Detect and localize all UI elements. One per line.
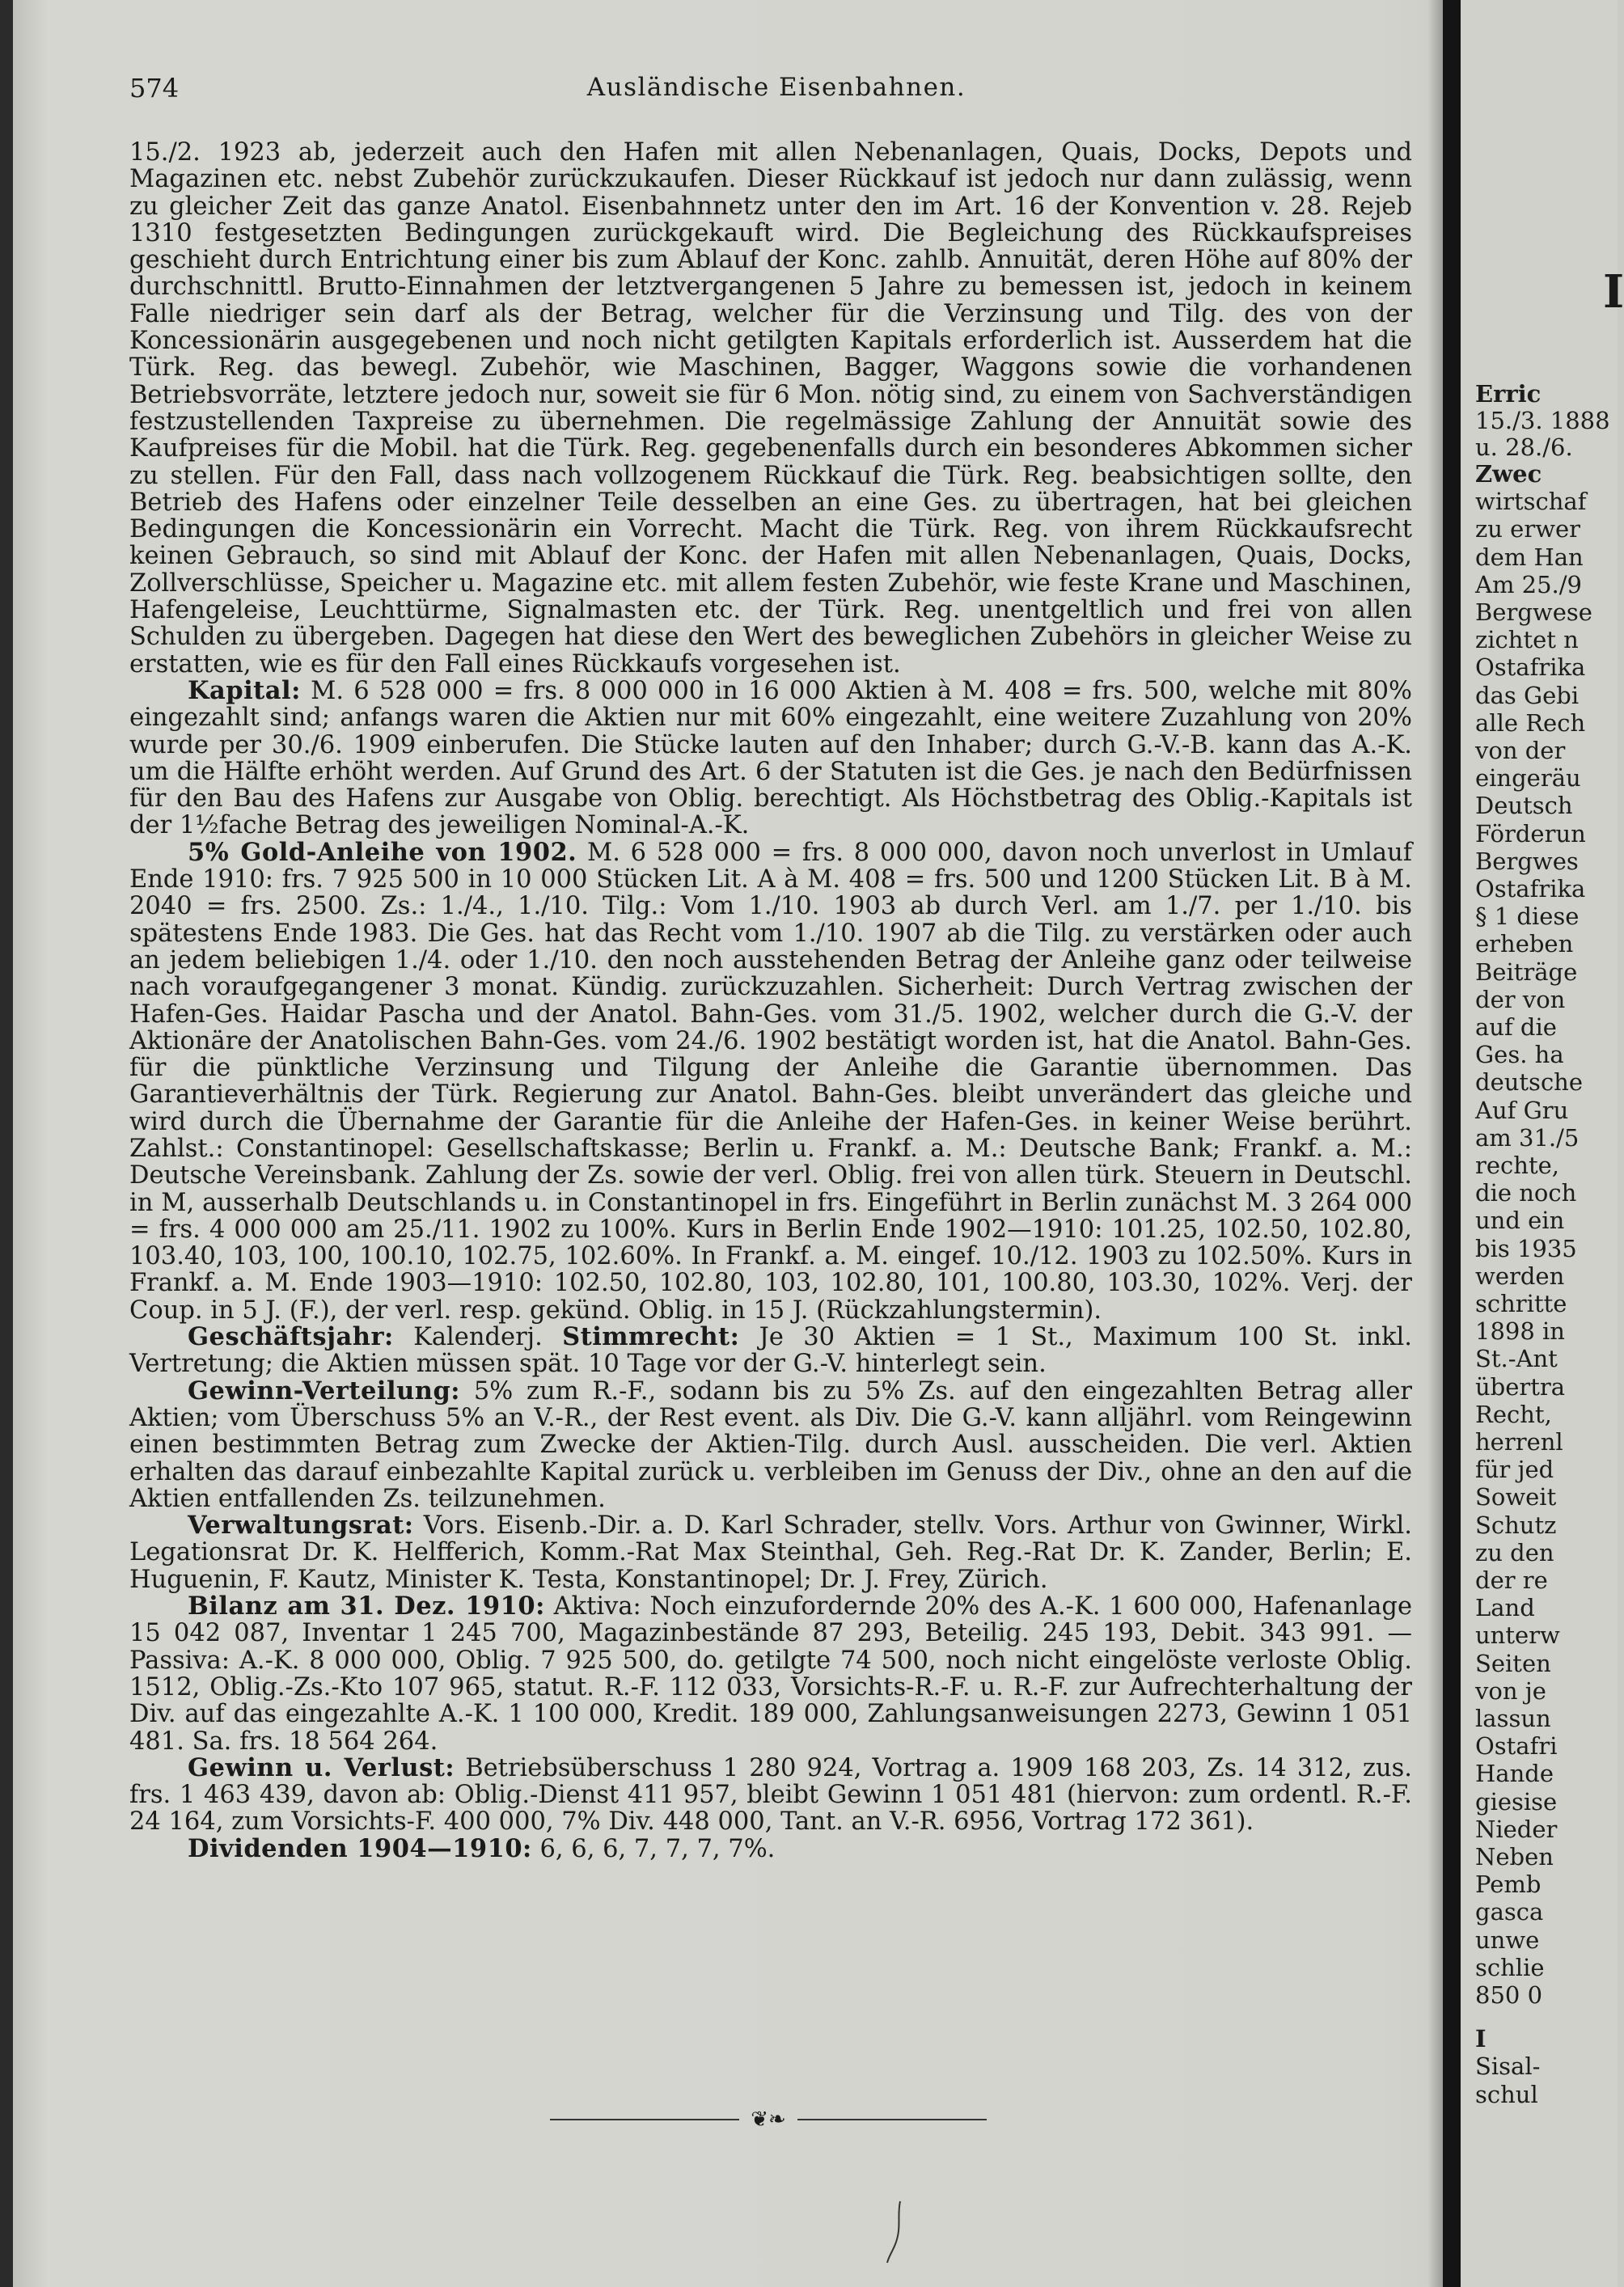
facing-page-line: gasca [1475,1898,1544,1926]
facing-page-line: dem Han [1475,543,1584,571]
facing-page-line: eingeräu [1475,764,1581,793]
facing-page-line: erheben [1475,930,1574,958]
facing-page-line: schlie [1475,1953,1545,1981]
facing-page-line: St.-Ant [1475,1345,1558,1373]
facing-page-line: der von [1475,985,1566,1013]
paragraph-gewinn-verteilung: Gewinn-Verteilung: 5% zum R.-F., sodann bis zu 5% Zs. auf den eingezahlten Betrag aller Aktien; vom Überschuss 5% an V.-R., der Rest event. als Div. Die G.-V. kann alljährl. vom Reingewinn einen bestimmten Betrag zum Zwecke der Aktien-Tilg. durch Ausl. ausscheiden. Die verl. Aktien erhalten das darauf einbezahlte Kapital zurück u. verbleiben im Genuss der Div., ohne an den auf die Aktien entfallenden Zs. teilzunehmen. [129,1376,1412,1513]
facing-page-line: Ges. ha [1475,1041,1564,1069]
facing-page-line: Ostafri [1475,1732,1558,1761]
pencil-mark [886,2200,910,2264]
facing-page-line: Land [1475,1594,1535,1622]
book-edge [0,0,13,2287]
facing-page-line: 15./3. 1888 [1475,407,1610,434]
facing-page-line: schul [1475,2080,1538,2108]
facing-page-line: Schutz [1475,1511,1557,1539]
paragraph-gewinn-verlust: Gewinn u. Verlust: Betriebsüberschuss 1 280 924, Vortrag a. 1909 168 203, Zs. 14 312, zus. frs. 1 463 439, davon ab: Oblig.-Dienst 411 957, bleibt Gewinn 1 051 481 (hiervon: zum ordentl. R.-F. 24 164, zum Vorsichts-F. 400 000, 7% Div. 448 000, Tant. an V.-R. 6956, Vortrag 172 361). [129,1752,1412,1837]
facing-page-line: das Gebi [1475,681,1580,709]
facing-page-line: zu erwer [1475,515,1581,543]
paragraph-gold-anleihe: 5% Gold-Anleihe von 1902. M. 6 528 000 = frs. 8 000 000, davon noch unverlost in Umlauf Ende 1910: frs. 7 925 500 in 10 000 Stücken Lit. A à M. 408 = frs. 500 und 1200 Stücken Lit. B à M. 2040 = frs. 2500. Zs.: 1./4., 1./10. Tilg.: Vom 1./10. 1903 ab durch Verl. am 1./7. per 1./10. bis spätestens Ende 1983. Die Ges. hat das Recht vom 1./10. 1907 ab die Tilg. zu verstärken oder auch an jedem beliebigen 1./4. oder 1./10. den noch ausstehenden Betrag der Anleihe ganz oder teilweise nach voraufgegangener 3 monat. Kündig. zurückzuzahlen. Sicherheit: Durch Vertrag zwischen der Hafen-Ges. Haidar Pascha und der Anatol. Bahn-Ges. vom 31./5. 1902, welcher durch die G.-V. der Aktionäre der Anatolischen Bahn-Ges. vom 24./6. 1902 bestätigt worden ist, hat die Anatol. Bahn-Ges. für die pünktliche Verzinsung und Tilgung der Anleihe die Garantie übernommen. Das Garantieverhältnis der Türk. Regierung zur Anatol. Bahn-Ges. bleibt unverändert das gleiche und wird durch die Übernahme der Garantie für die Anleihe der Hafen-Ges. in keiner Weise berührt. Zahlst.: Constantinopel: Gesellschaftskasse; Berlin u. Frankf. a. M.: Deutsche Bank; Frankf. a. M.: Deutsche Vereinsbank. Zahlung der Zs. sowie der verl. Oblig. frei von allen türk. Steuern in Deutschl. in M, ausserhalb Deutschlands u. in Constantinopel in frs. Eingeführt in Berlin zunächst M. 3 264 000 = frs. 4 000 000 am 25./11. 1902 zu 100%. Kurs in Berlin Ende 1902—1910: 101.25, 102.50, 102.80, 103.40, 103, 100, 100.10, 102.75, 102.60%. In Frankf. a. M. eingef. 10./12. 1903 zu 102.50%. Kurs in Frankf. a. M. Ende 1903—1910: 102.50, 102.80, 103, 102.80, 101, 100.80, 103.30, 102%. Verj. der Coup. in 5 J. (F.), der verl. resp. gekünd. Oblig. in 15 J. (Rückzahlungstermin). [129,837,1412,1325]
facing-page-line: Förderun [1475,819,1586,848]
label-gewinn-verlust: Gewinn u. Verlust: [188,1752,455,1782]
facing-page-line: Auf Gru [1475,1096,1569,1124]
facing-page-line: Nieder [1475,1815,1558,1843]
label-geschaeftsjahr: Geschäftsjahr: [188,1322,394,1352]
divider-rule-left [550,2119,739,2120]
paragraph-dividenden: Dividenden 1904—1910: 6, 6, 6, 7, 7, 7, 7%. [188,1833,776,1863]
facing-page-line: herrenl [1475,1428,1563,1456]
running-title: Ausländische Eisenbahnen. [586,73,966,102]
facing-page-line: Erric [1475,380,1542,408]
binding-gutter [1443,0,1461,2287]
facing-page-line: Hande [1475,1760,1554,1788]
facing-page-line: Zwec [1475,460,1542,488]
facing-page-line: giesise [1475,1787,1558,1816]
paragraph-verwaltungsrat: Verwaltungsrat: Vors. Eisenb.-Dir. a. D. Karl Schrader, stellv. Vors. Arthur von Gwinner, Wirkl. Legationsrat Dr. K. Helfferich, Komm.-Rat Max Steinthal, Geh. Reg.-Rat Dr. K. Zander, Berlin; E. Huguenin, F. Kautz, Minister K. Testa, Konstantinopel; Dr. J. Frey, Zürich. [129,1511,1412,1594]
facing-page-line: Ostafrika [1475,875,1586,903]
fleuron-icon: ❦❧ [751,2107,786,2132]
page-header [129,73,1423,113]
facing-page-heading: I [1603,265,1624,319]
facing-page-line: bis 1935 [1475,1234,1577,1262]
facing-page-line: § 1 diese [1475,903,1580,931]
facing-page-line: und ein [1475,1207,1565,1235]
facing-page-line: Ostafrika [1475,653,1586,682]
facing-page-line: Pemb [1475,1871,1542,1899]
facing-page-line: unterw [1475,1621,1560,1650]
paragraph-geschaeftsjahr: Geschäftsjahr: Kalenderj. Stimmrecht: Je 30 Aktien = 1 St., Maximum 100 St. inkl. Vertretung; die Aktien müssen spät. 10 Tage vor der G.-V. hinterlegt sein. [129,1322,1413,1379]
facing-page-line: Neben [1475,1843,1554,1871]
facing-page-line: zu den [1475,1538,1554,1566]
facing-page-line: von je [1475,1676,1546,1705]
label-gewinn-verteilung: Gewinn-Verteilung: [188,1376,461,1406]
facing-page-line: übertra [1475,1372,1566,1401]
facing-page-line: wirtschaf [1475,488,1587,516]
facing-page-line: deutsche [1475,1068,1584,1097]
paragraph-kapital: Kapital: M. 6 528 000 = frs. 8 000 000 in 16 000 Aktien à M. 408 = frs. 500, welche mit 80% eingezahlt sind; anfangs waren die Aktien nur mit 60% eingezahlt, eine weitere Zuzahlung von 20% wurde per 30./6. 1909 einberufen. Die Stücke lauten auf den Inhaber; durch G.-V.-B. kann das A.-K. um die Hälfte erhöht werden. Auf Grund des Art. 6 der Statuten ist die Ges. je nach den Bedürfnissen für den Bau des Hafens zur Ausgabe von Oblig. berechtigt. Als Höchstbetrag des Oblig.-Kapitals ist der 1½fache Betrag des jeweiligen Nominal-A.-K. [129,675,1412,840]
facing-page-line: für jed [1475,1456,1554,1484]
facing-page-line: Bergwese [1475,598,1592,626]
facing-page-line: 850 0 [1475,1981,1543,2009]
facing-page-line: Recht, [1475,1400,1552,1428]
label-bilanz: Bilanz am 31. Dez. 1910: [188,1592,545,1621]
facing-page-line: Am 25./9 [1475,570,1583,598]
label-kapital: Kapital: [188,675,301,705]
facing-page-line: Bergwes [1475,847,1579,875]
paragraph-bilanz: Bilanz am 31. Dez. 1910: Aktiva: Noch einzufordernde 20% des A.-K. 1 600 000, Hafenanlage 15 042 087, Inventar 1 245 700, Magazinbestände 87 293, Beteilig. 245 193, Debit. 343 991. — Passiva: A.-K. 8 000 000, Oblig. 7 925 500, do. getilgte 74 500, noch nicht eingelöste verloste Oblig. 1512, Oblig.-Zs.-Kto 107 965, statut. R.-F. 112 033, Vorsichts-R.-F. u. R.-F. zur Aufrechterhaltung der Div. auf das eingezahlte A.-K. 1 100 000, Kredit. 189 000, Zahlungsanweisungen 2273, Gewinn 1 051 481. Sa. frs. 18 564 264. [129,1592,1412,1756]
facing-page-line: auf die [1475,1013,1557,1041]
facing-page-line: die noch [1475,1179,1577,1207]
divider-rule-right [797,2119,987,2120]
gutter-shadow [1427,0,1443,2287]
facing-page-line: Beiträge [1475,957,1578,986]
facing-page-line: alle Rech [1475,708,1586,737]
facing-page-line: Sisal- [1475,2052,1541,2081]
facing-page-line: I [1475,2025,1487,2053]
label-gold-anleihe: 5% Gold-Anleihe von 1902. [188,837,577,867]
facing-page-line: von der [1475,737,1566,764]
facing-page-line: 1898 in [1475,1317,1565,1346]
facing-page [1461,0,1624,2287]
facing-page-line: schritte [1475,1290,1567,1317]
facing-page-line: Soweit [1475,1483,1557,1511]
facing-page-line: u. 28./6. [1475,433,1573,461]
facing-page-line: zichtet n [1475,626,1579,654]
facing-page-line: unwe [1475,1926,1540,1954]
facing-page-line: rechte, [1475,1152,1559,1179]
body-text [129,139,1412,1862]
section-divider [550,2107,987,2132]
facing-page-line: Seiten [1475,1649,1551,1677]
facing-page-line: lassun [1475,1705,1551,1732]
paragraph-intro: 15./2. 1923 ab, jederzeit auch den Hafen mit allen Nebenanlagen, Quais, Docks, Depots und Magazinen etc. nebst Zubehör zurückzukaufen. Dieser Rückkauf ist jedoch nur dann zulässig, wenn zu gleicher Zeit das ganze Anatol. Eisenbahnnetz unter den im Art. 16 der Konvention v. 28. Rejeb 1310 festgesetzten Bedingungen zurückgekauft wird. Die Begleichung des Rückkaufspreises geschieht durch Entrichtung einer bis zum Ablauf der Konc. zahlb. Annuität, deren Höhe auf 80% der durchschnittl. Brutto-Einnahmen der letztvergangenen 5 Jahre zu bemessen ist, jedoch in keinem Falle niedriger sein darf als der Betrag, welcher für die Verzinsung und Tilg. des von der Koncessionärin ausgegebenen und noch nicht getilgten Kapitals erforderlich ist. Ausserdem hat die Türk. Reg. das bewegl. Zubehör, wie Maschinen, Bagger, Waggons sowie die vorhandenen Betriebsvorräte, letztere jedoch nur, soweit sie für 6 Mon. nötig sind, zu einem von Sachverständigen festzustellenden Taxpreise zu übernehmen. Die regelmässige Zahlung der Annuität sowie des Kaufpreises für die Mobil. hat die Türk. Reg. gegebenenfalls durch ein besonderes Abkommen sicher zu stellen. Für den Fall, dass nach vollzogenem Rückkauf die Türk. Reg. beabsichtigen sollte, den Betrieb des Hafens oder einzelner Teile desselben an eine Ges. zu übertragen, hat bei gleichen Bedingungen die Koncessionärin ein Vorrecht. Macht die Türk. Reg. von ihrem Rückkaufsrecht keinen Gebrauch, so sind mit Ablauf der Konc. der Hafen mit allen Nebenanlagen, Quais, Docks, Zollverschlüsse, Speicher u. Magazine etc. mit allem festen Zubehör, wie feste Krane und Maschinen, Hafengeleise, Leuchttürme, Signalmasten etc. der Türk. Reg. unentgeltlich und frei von allen Schulden zu übergeben. Dagegen hat diese den Wert des beweglichen Zubehörs in gleicher Weise zu erstatten, wie es für den Fall eines Rückkaufs vorgesehen ist. [129,138,1412,678]
facing-page-line: am 31./5 [1475,1123,1580,1152]
label-stimmrecht: Stimmrecht: [562,1322,740,1352]
page-number: 574 [129,73,180,104]
label-dividenden: Dividenden 1904—1910: [188,1833,532,1863]
facing-page-line: Deutsch [1475,792,1573,820]
label-verwaltungsrat: Verwaltungsrat: [188,1511,414,1541]
facing-page-line: werden [1475,1262,1565,1290]
facing-page-line: der re [1475,1566,1548,1594]
